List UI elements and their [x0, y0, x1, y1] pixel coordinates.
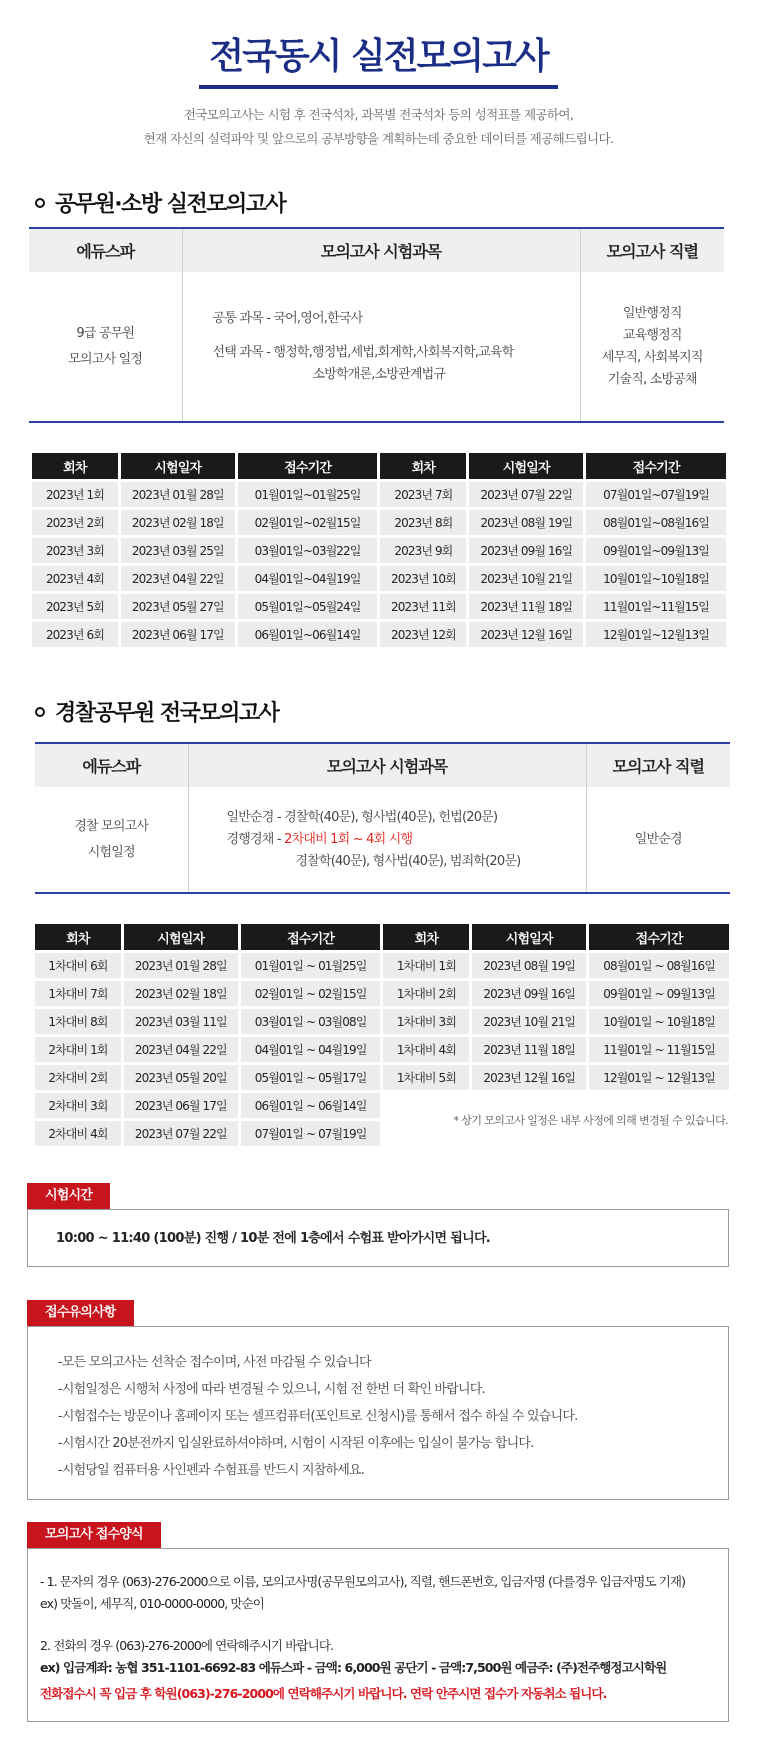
schedule-cell: 1차대비 2회 [383, 981, 469, 1006]
schedule-cell: 12월01일 ~ 12월13일 [589, 1065, 729, 1090]
schedule-cell: 01월01일 ~ 01월25일 [241, 953, 381, 978]
schedule-cell: 1차대비 1회 [383, 953, 469, 978]
schedule-cell: 09월01일~09월13일 [586, 538, 726, 563]
police-special-line [227, 829, 586, 851]
schedule-cell: 07월01일 ~ 07월19일 [241, 1121, 381, 1146]
civil-schedule-table [29, 450, 729, 650]
schedule-cell: 2023년 06월 17일 [121, 622, 235, 647]
civil-info-left [29, 272, 182, 422]
schedule-cell: 2023년 3회 [32, 538, 118, 563]
schedule-cell: 2023년 03월 11일 [124, 1009, 238, 1034]
schedule-cell: 1차대비 4회 [383, 1037, 469, 1062]
title-wrap [0, 28, 757, 89]
schedule-cell: 04월01일 ~ 04월19일 [241, 1037, 381, 1062]
table-row [35, 1065, 729, 1090]
civil-info-subjects [182, 272, 580, 422]
schedule-cell: 2023년 05월 20일 [124, 1065, 238, 1090]
schedule-cell: 06월01일~06월14일 [238, 622, 378, 647]
info-header-subjects: 모의고사 시험과목 [182, 228, 580, 272]
exam-time-tag: 시험시간 [27, 1183, 110, 1209]
schedule-cell: 2차대비 1회 [35, 1037, 121, 1062]
schedule-cell: 2023년 01월 28일 [124, 953, 238, 978]
civil-schedule-body [32, 482, 726, 647]
schedule-cell: 2023년 04월 22일 [124, 1037, 238, 1062]
method-line-account: ex) 입금계좌: 농협 351-1101-6692-83 에듀스파 - 금액: 6,000원 공단기 - 금액:7,500원 예금주: (주)전주행정고시학원 [40, 1660, 667, 1675]
info-header-series: 모의고사 직렬 [580, 228, 724, 272]
schedule-cell: 08월01일 ~ 08월16일 [589, 953, 729, 978]
schedule-cell: 03월01일~03월22일 [238, 538, 378, 563]
page-title: 전국동시 실전모의고사 [199, 28, 557, 89]
schedule-cell: 2023년 06월 17일 [124, 1093, 238, 1118]
table-row [32, 622, 726, 647]
schedule-cell: 10월01일 ~ 10월18일 [589, 1009, 729, 1034]
schedule-cell: 2023년 09월 16일 [469, 538, 583, 563]
exam-time-text: 10:00 ~ 11:40 (100분) 진행 / 10분 전에 1층에서 수험표 받아가시면 됩니다. [56, 1231, 491, 1246]
section-title-civil [35, 187, 285, 218]
schedule-cell: 2023년 2회 [32, 510, 118, 535]
schedule-header-cell: 시험일자 [472, 924, 586, 950]
schedule-cell: 2023년 10월 21일 [469, 566, 583, 591]
schedule-cell: 2023년 4회 [32, 566, 118, 591]
schedule-cell: 10월01일~10월18일 [586, 566, 726, 591]
police-info-subjects [188, 787, 586, 893]
civil-series-2: 교육행정직 [622, 327, 682, 343]
civil-series-1: 일반행정직 [622, 305, 682, 321]
table-row [35, 981, 729, 1006]
schedule-cell: 2023년 7회 [380, 482, 466, 507]
precautions-list [28, 1327, 728, 1496]
info-header-edu: 에듀스파 [29, 228, 182, 272]
precaution-item: -시험일정은 시행처 사정에 따라 변경될 수 있으니, 시험 전 한번 더 확인 바랍니다. [58, 1382, 485, 1397]
schedule-cell: 2023년 11월 18일 [472, 1037, 586, 1062]
schedule-header-cell: 회차 [380, 453, 466, 479]
civil-left-line-2: 모의고사 일정 [68, 351, 143, 367]
table-row [35, 1037, 729, 1062]
police-left-line-1: 경찰 모의고사 [74, 818, 149, 834]
schedule-cell: 02월01일~02월15일 [238, 510, 378, 535]
circle-bullet-icon [35, 198, 45, 208]
schedule-cell: 04월01일~04월19일 [238, 566, 378, 591]
schedule-cell: 2023년 07월 22일 [469, 482, 583, 507]
intro-text [0, 103, 757, 151]
table-row [32, 566, 726, 591]
intro-line-1: 전국모의고사는 시험 후 전국석차, 과목별 전국석차 등의 성적표를 제공하여, [183, 107, 574, 122]
schedule-cell: 2023년 03월 25일 [121, 538, 235, 563]
method-content [28, 1549, 728, 1719]
schedule-cell: 11월01일~11월15일 [586, 594, 726, 619]
civil-schedule-header [32, 453, 726, 479]
schedule-cell: 2023년 04월 22일 [121, 566, 235, 591]
schedule-cell: 2023년 11회 [380, 594, 466, 619]
exam-time-box [27, 1209, 729, 1267]
method-box [27, 1548, 729, 1722]
schedule-header-cell: 회차 [35, 924, 121, 950]
schedule-cell: 2023년 01월 28일 [121, 482, 235, 507]
section-title-civil-text: 공무원·소방 실전모의고사 [55, 192, 286, 217]
precaution-item: -시험시간 20분전까지 입실완료하셔야하며, 시험이 시작된 이후에는 입실이 불가능 합니다. [58, 1436, 534, 1451]
schedule-cell: 2023년 08월 19일 [469, 510, 583, 535]
schedule-cell: 2023년 09월 16일 [472, 981, 586, 1006]
table-row [32, 482, 726, 507]
schedule-cell: 12월01일~12월13일 [586, 622, 726, 647]
police-header-edu: 에듀스파 [35, 743, 188, 787]
civil-info-series [580, 272, 724, 422]
civil-common-subjects: 공통 과목 - 국어,영어,한국사 [212, 310, 363, 326]
schedule-cell: 1차대비 6회 [35, 953, 121, 978]
schedule-header-cell: 시험일자 [469, 453, 583, 479]
police-schedule-header [35, 924, 729, 950]
schedule-header-cell: 접수기간 [238, 453, 378, 479]
police-header-subjects: 모의고사 시험과목 [188, 743, 586, 787]
schedule-cell: 2023년 07월 22일 [124, 1121, 238, 1146]
method-line-phone: 2. 전화의 경우 (063)-276-2000에 연락해주시기 바랍니다. [40, 1638, 334, 1653]
table-row [32, 538, 726, 563]
schedule-cell: 11월01일 ~ 11월15일 [589, 1037, 729, 1062]
schedule-cell: 03월01일 ~ 03월08일 [241, 1009, 381, 1034]
schedule-cell: 2023년 05월 27일 [121, 594, 235, 619]
police-general-subjects: 일반순경 - 경찰학(40문), 형사법(40문), 헌법(20문) [226, 809, 498, 825]
schedule-cell: 2023년 6회 [32, 622, 118, 647]
schedule-cell: 05월01일 ~ 05월17일 [241, 1065, 381, 1090]
civil-info-table [29, 227, 724, 423]
schedule-header-cell: 접수기간 [586, 453, 726, 479]
civil-elective-subjects-2: 소방학개론,소방관계법규 [312, 366, 446, 382]
schedule-cell: 08월01일~08월16일 [586, 510, 726, 535]
schedule-cell: 2023년 08월 19일 [472, 953, 586, 978]
method-gap [40, 1615, 716, 1635]
table-row [32, 594, 726, 619]
schedule-cell: 07월01일~07월19일 [586, 482, 726, 507]
method-line-example: ex) 맛돌이, 세무직, 010-0000-0000, 맛순이 [40, 1596, 264, 1611]
civil-elective-subjects: 선택 과목 - 행정학,행정법,세법,회계학,사회복지학,교육학 [212, 344, 514, 360]
schedule-cell: 2차대비 4회 [35, 1121, 121, 1146]
schedule-header-cell: 시험일자 [121, 453, 235, 479]
schedule-header-cell: 회차 [32, 453, 118, 479]
schedule-header-cell: 접수기간 [589, 924, 729, 950]
police-special-prefix: 경행경채 - [226, 831, 285, 847]
schedule-cell: 2023년 12회 [380, 622, 466, 647]
schedule-cell: 02월01일 ~ 02월15일 [241, 981, 381, 1006]
schedule-cell: 05월01일~05월24일 [238, 594, 378, 619]
table-row [35, 953, 729, 978]
method-line-sms: - 1. 문자의 경우 (063)-276-2000으로 이름, 모의고사명(공무원모의고사), 직렬, 핸드폰번호, 입금자명 (다를경우 입금자명도 기재) [40, 1574, 686, 1589]
schedule-cell: 2023년 12월 16일 [472, 1065, 586, 1090]
schedule-cell: 2023년 12월 16일 [469, 622, 583, 647]
schedule-cell: 2023년 11월 18일 [469, 594, 583, 619]
schedule-cell: 1차대비 5회 [383, 1065, 469, 1090]
civil-series-3: 세무직, 사회복지직 [601, 349, 703, 365]
schedule-cell: 01월01일~01월25일 [238, 482, 378, 507]
circle-bullet-icon [35, 707, 45, 717]
schedule-header-cell: 접수기간 [241, 924, 381, 950]
schedule-cell: 1차대비 8회 [35, 1009, 121, 1034]
schedule-cell: 2차대비 2회 [35, 1065, 121, 1090]
section-title-police-text: 경찰공무원 전국모의고사 [55, 701, 279, 726]
schedule-change-note: * 상기 모의고사 일정은 내부 사정에 의해 변경될 수 있습니다. [453, 1114, 728, 1127]
method-tag: 모의고사 접수양식 [27, 1522, 161, 1548]
schedule-cell: 06월01일 ~ 06월14일 [241, 1093, 381, 1118]
schedule-cell: 2023년 9회 [380, 538, 466, 563]
intro-line-2: 현재 자신의 실력파악 및 앞으로의 공부방향을 계획하는데 중요한 데이터를 제공해드립니다. [143, 131, 614, 146]
method-line-warning: 전화접수시 꼭 입금 후 학원(063)-276-2000에 연락해주시기 바랍니다. 연락 안주시면 접수가 자동취소 됩니다. [40, 1686, 607, 1701]
precaution-item: -시험접수는 방문이나 홈페이지 또는 셀프컴퓨터(포인트로 신청시)를 통해서 접수 하실 수 있습니다. [58, 1409, 578, 1424]
schedule-cell: 2023년 5회 [32, 594, 118, 619]
table-row [32, 510, 726, 535]
precaution-item: -시험당일 컴퓨터용 사인펜과 수험표를 반드시 지참하세요. [58, 1463, 365, 1478]
precautions-box [27, 1326, 729, 1500]
police-special-subjects: 경찰학(40문), 형사법(40문), 범죄학(20문) [295, 853, 521, 869]
schedule-cell: 2023년 8회 [380, 510, 466, 535]
section-title-police [35, 696, 278, 727]
schedule-cell: 2023년 10회 [380, 566, 466, 591]
schedule-header-cell: 회차 [383, 924, 469, 950]
police-info-left [35, 787, 188, 893]
schedule-cell: 2023년 1회 [32, 482, 118, 507]
police-special-highlight: 2차대비 1회 ~ 4회 시행 [284, 831, 413, 847]
civil-series-4: 기술직, 소방공채 [607, 371, 697, 387]
police-info-series: 일반순경 [586, 787, 730, 893]
police-left-line-2: 시험일정 [87, 844, 135, 860]
precautions-tag: 접수유의사항 [27, 1300, 134, 1326]
civil-left-line-1: 9급 공무원 [76, 325, 135, 341]
schedule-cell: 2023년 10월 21일 [472, 1009, 586, 1034]
schedule-cell: 09월01일 ~ 09월13일 [589, 981, 729, 1006]
schedule-cell: 2차대비 3회 [35, 1093, 121, 1118]
schedule-cell: 1차대비 3회 [383, 1009, 469, 1034]
table-row [35, 1009, 729, 1034]
police-header-series: 모의고사 직렬 [586, 743, 730, 787]
precaution-item: -모든 모의고사는 선착순 접수이며, 사전 마감될 수 있습니다 [58, 1355, 371, 1370]
police-info-table [35, 742, 730, 894]
schedule-header-cell: 시험일자 [124, 924, 238, 950]
schedule-cell: 1차대비 7회 [35, 981, 121, 1006]
schedule-cell: 2023년 02월 18일 [124, 981, 238, 1006]
schedule-cell: 2023년 02월 18일 [121, 510, 235, 535]
